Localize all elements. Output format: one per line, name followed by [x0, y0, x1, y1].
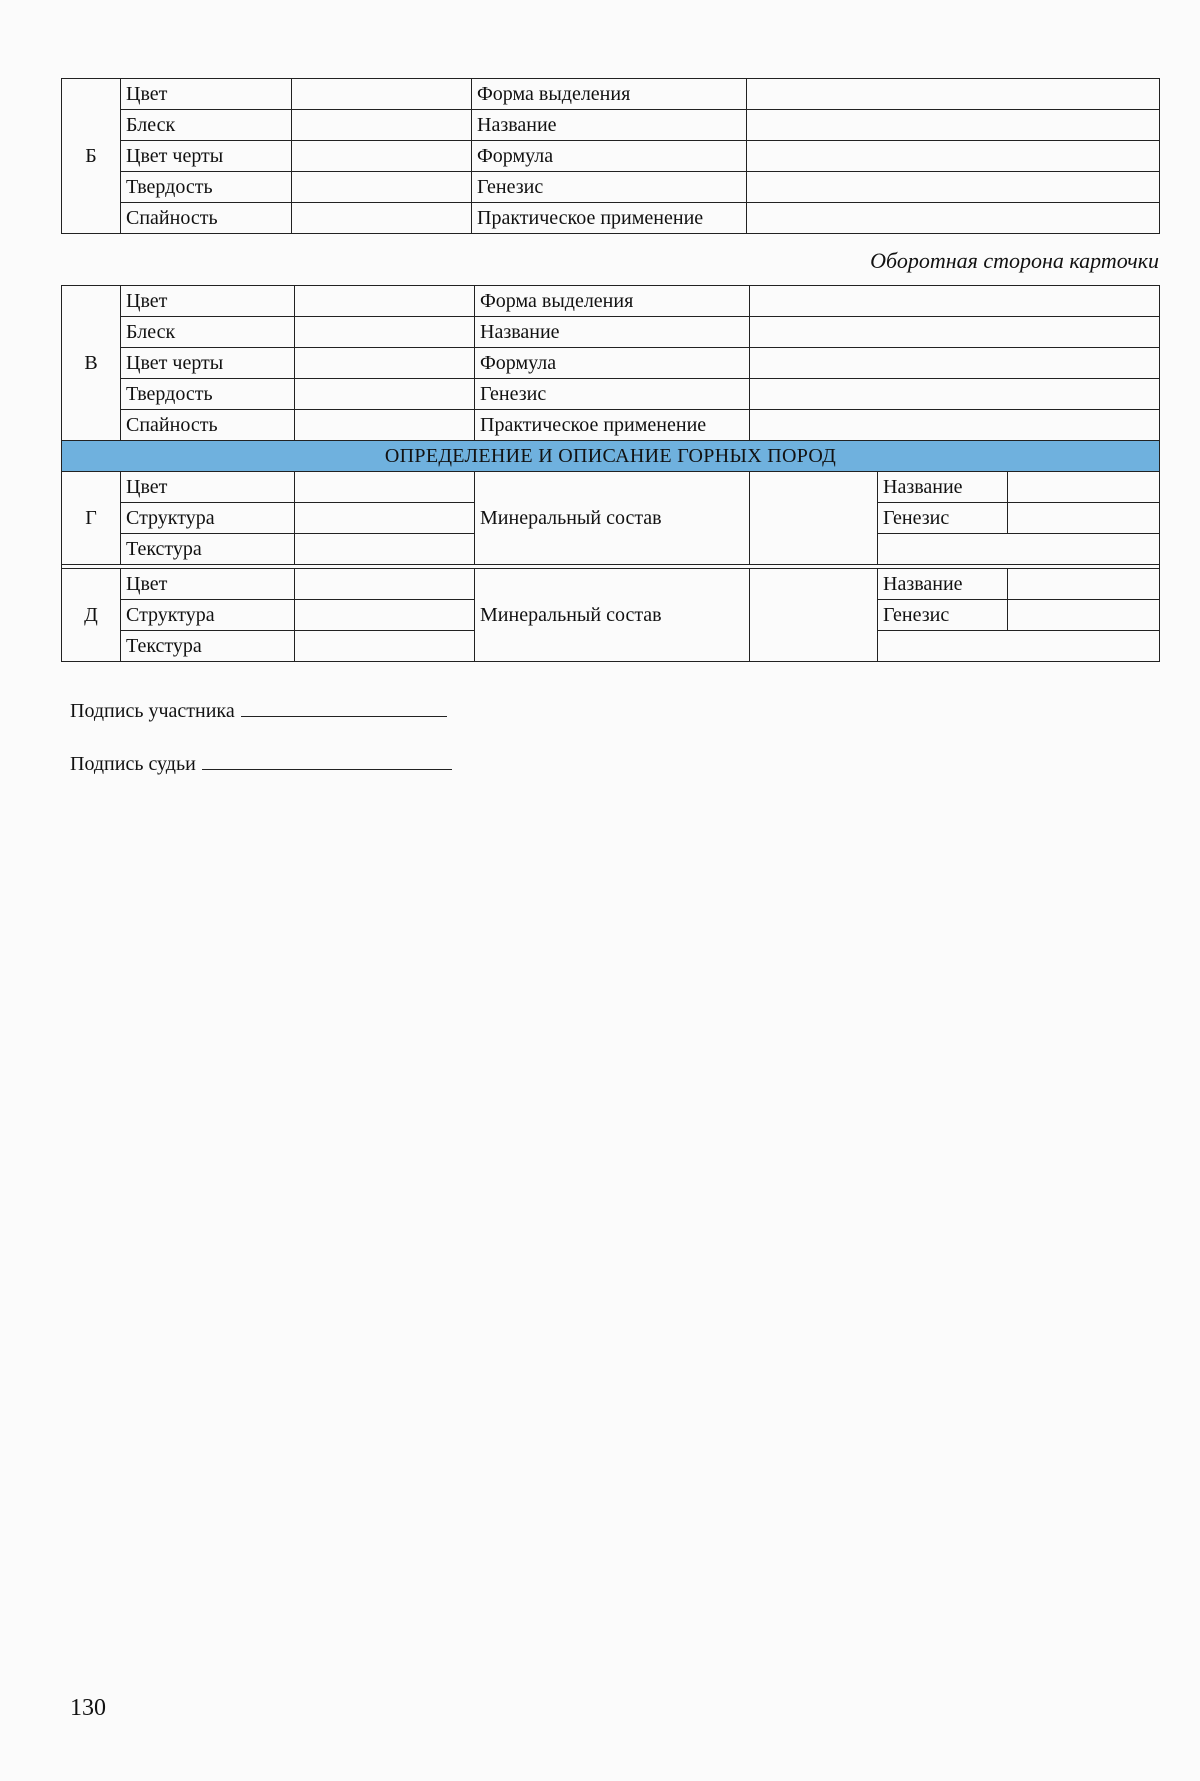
card-letter: В [62, 286, 121, 441]
label-formula: Формула [472, 141, 747, 172]
label-name: Название [472, 110, 747, 141]
field-texture[interactable] [295, 534, 475, 565]
field-name[interactable] [747, 110, 1160, 141]
field-extra[interactable] [878, 631, 1160, 662]
field-color[interactable] [292, 79, 472, 110]
label-application: Практическое применение [472, 203, 747, 234]
field-luster[interactable] [295, 317, 475, 348]
field-hardness[interactable] [292, 172, 472, 203]
field-form[interactable] [750, 286, 1160, 317]
label-mineral-composition: Минеральный состав [475, 472, 750, 565]
field-formula[interactable] [750, 348, 1160, 379]
mineral-card-b-table [61, 78, 1160, 234]
label-name: Название [475, 317, 750, 348]
label-application: Практическое применение [475, 410, 750, 441]
field-name[interactable] [1008, 569, 1160, 600]
label-form: Форма выделения [475, 286, 750, 317]
field-name[interactable] [750, 317, 1160, 348]
field-genesis[interactable] [750, 379, 1160, 410]
card-letter: Г [62, 472, 121, 565]
label-structure: Структура [121, 503, 295, 534]
back-side-caption: Оборотная сторона карточки [870, 248, 1159, 273]
field-structure[interactable] [295, 600, 475, 631]
label-color: Цвет [121, 472, 295, 503]
participant-signature-label: Подпись участника [70, 700, 235, 722]
participant-signature-line[interactable] [241, 696, 447, 717]
field-mineral-composition[interactable] [750, 472, 878, 565]
field-mineral-composition[interactable] [750, 569, 878, 662]
field-streak[interactable] [295, 348, 475, 379]
judge-signature-line[interactable] [202, 749, 452, 770]
field-genesis[interactable] [747, 172, 1160, 203]
card-letter: Б [62, 79, 121, 234]
label-formula: Формула [475, 348, 750, 379]
label-name: Название [878, 569, 1008, 600]
page-number: 130 [70, 1695, 106, 1721]
label-cleavage: Спайность [121, 410, 295, 441]
field-structure[interactable] [295, 503, 475, 534]
rocks-section-header: ОПРЕДЕЛЕНИЕ И ОПИСАНИЕ ГОРНЫХ ПОРОД [62, 441, 1160, 472]
field-genesis[interactable] [1008, 503, 1160, 534]
field-texture[interactable] [295, 631, 475, 662]
field-hardness[interactable] [295, 379, 475, 410]
card-letter: Д [62, 569, 121, 662]
label-texture: Текстура [121, 534, 295, 565]
field-application[interactable] [747, 203, 1160, 234]
label-structure: Структура [121, 600, 295, 631]
label-genesis: Генезис [878, 503, 1008, 534]
label-hardness: Твердость [121, 379, 295, 410]
label-genesis: Генезис [472, 172, 747, 203]
label-genesis: Генезис [878, 600, 1008, 631]
field-color[interactable] [295, 472, 475, 503]
label-color: Цвет [121, 569, 295, 600]
field-color[interactable] [295, 286, 475, 317]
field-formula[interactable] [747, 141, 1160, 172]
field-application[interactable] [750, 410, 1160, 441]
field-streak[interactable] [292, 141, 472, 172]
label-hardness: Твердость [121, 172, 292, 203]
label-texture: Текстура [121, 631, 295, 662]
field-name[interactable] [1008, 472, 1160, 503]
judge-signature [70, 749, 452, 776]
field-form[interactable] [747, 79, 1160, 110]
label-genesis: Генезис [475, 379, 750, 410]
label-mineral-composition: Минеральный состав [475, 569, 750, 662]
label-color: Цвет [121, 286, 295, 317]
field-extra[interactable] [878, 534, 1160, 565]
label-streak: Цвет черты [121, 141, 292, 172]
field-genesis[interactable] [1008, 600, 1160, 631]
label-cleavage: Спайность [121, 203, 292, 234]
label-luster: Блеск [121, 110, 292, 141]
label-name: Название [878, 472, 1008, 503]
field-cleavage[interactable] [292, 203, 472, 234]
participant-signature [70, 696, 447, 723]
field-cleavage[interactable] [295, 410, 475, 441]
label-form: Форма выделения [472, 79, 747, 110]
mineral-card-v-table [61, 285, 1160, 662]
label-streak: Цвет черты [121, 348, 295, 379]
label-luster: Блеск [121, 317, 295, 348]
judge-signature-label: Подпись судьи [70, 753, 196, 775]
field-luster[interactable] [292, 110, 472, 141]
field-color[interactable] [295, 569, 475, 600]
label-color: Цвет [121, 79, 292, 110]
